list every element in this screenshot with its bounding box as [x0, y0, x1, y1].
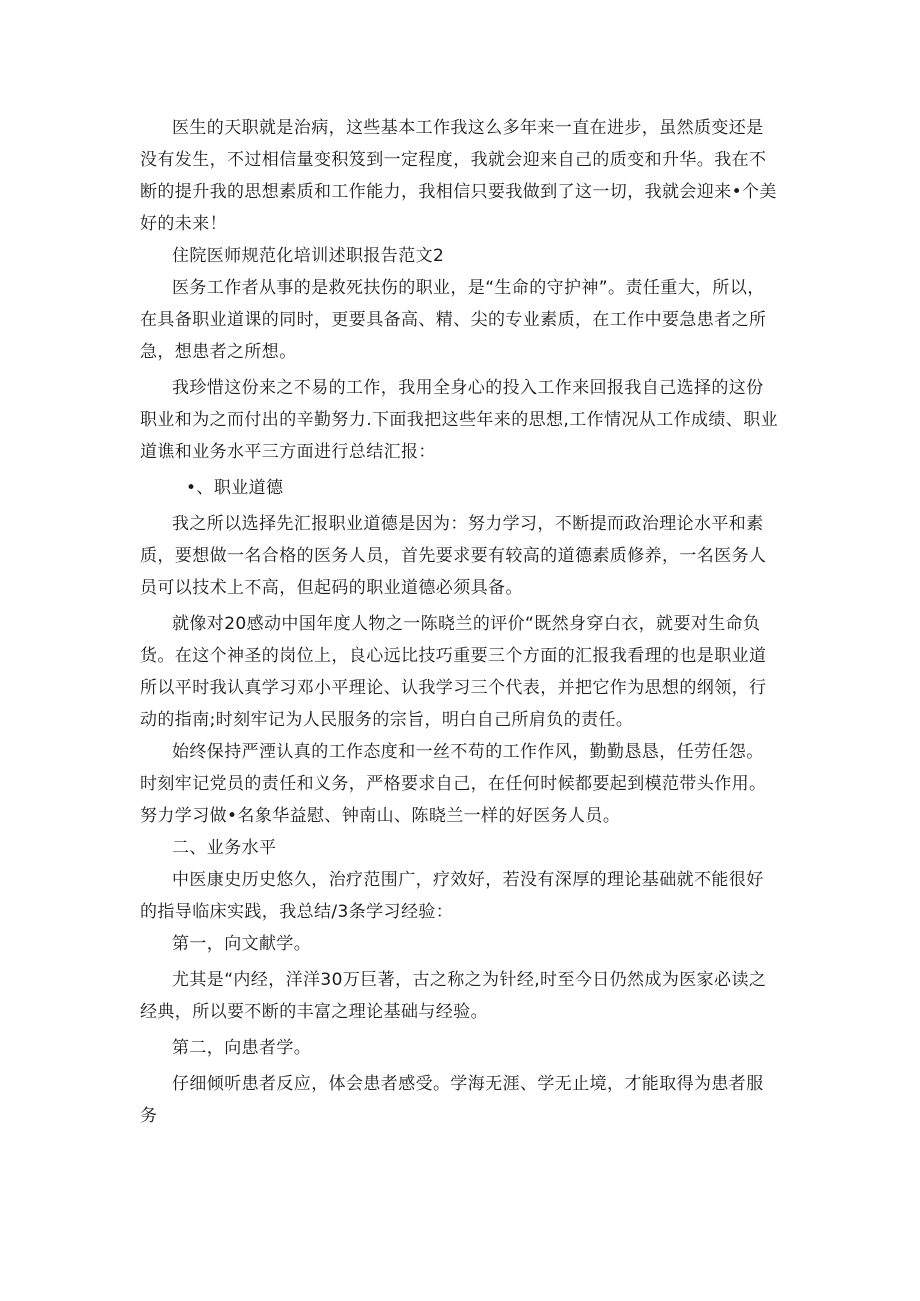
paragraph-attitude: 始终保持严湮认真的工作态度和一丝不苟的工作作风，勤勤恳恳，任劳任怨。时刻牢记党员的责任和义务，严格要求自己，在任何时候都要起到模范带头作用。努力学习做•名象华益慰、钟南山、陈晓兰一样的好医务人员。 — [140, 742, 767, 826]
document-body — [140, 112, 780, 1132]
heading-learn-from-patients: 第二，向患者学。 — [172, 1038, 312, 1058]
paragraph-listen-patients: 仔细倾听患者反应，体会患者感受。学海无涯、学无止境，才能取得为患者服务 — [140, 1074, 764, 1126]
paragraph-medical-worker: 医务工作者从事的是救死扶伤的职业，是“生命的守护神”。责任重大，所以，在具备职业道课的同时，更要具备高、精、尖的专业素质，在工作中要急患者之所急，想患者之所想。 — [140, 278, 767, 362]
paragraph-neijing: 尤其是“内经，洋洋30万巨著，古之称之为针经,时至今日仍然成为医家必读之经典，所以要不断的丰富之理论基础与经验。 — [140, 970, 767, 1022]
heading-professional-level: 二、业务水平 — [172, 838, 277, 858]
section-title-sample-2: 住院医师规范化培训述职报告范文2 — [172, 246, 445, 266]
paragraph-doctor-duty: 医生的天职就是治病，这些基本工作我这么多年来一直在进步，虽然质变还是没有发生，不过相信量变积笈到一定程度，我就会迎来自己的质变和升华。我在不断的提升我的思想素质和工作能力，我相信只要我做到了这一切，我就会迎来•个美好的未来！ — [140, 118, 777, 234]
paragraph-tcm-history: 中医康史历史悠久，治疗范围广，疗效好，若没有深厚的理论基础就不能很好的指导临床实践，我总结/3条学习经验： — [140, 870, 764, 922]
paragraph-ethics-reason: 我之所以选择先汇报职业道德是因为：努力学习，不断提而政治理论水平和素质，要想做一名合格的医务人员，首先要求要有较高的道德素质修养，一名医务人员可以技术上不高，但起码的职业道德必须具备。 — [140, 514, 767, 598]
paragraph-chen-xiaolan: 就像对20感动中国年度人物之一陈晓兰的评价“既然身穿白衣，就要对生命负货。在这个神圣的岗位上，良心远比技巧重要三个方面的汇报我看理的也是职业道所以平时我认真学习邓小平理论、认我学习三个代表，并把它作为思想的纲领，行动的指南;时刻牢记为人民服务的宗旨，明白自己所肩负的责任。 — [140, 614, 767, 730]
paragraph-cherish-work: 我珍惜这份来之不易的工作，我用全身心的投入工作来回报我自己选择的这份职业和为之而付出的辛勤努力.下面我把这些年来的思想,工作情况从工作成绩、职业道谯和业务水平三方面进行总结汇报： — [140, 378, 779, 462]
heading-learn-from-literature: 第一，向文献学。 — [172, 934, 312, 954]
heading-professional-ethics: •、职业道德 — [186, 478, 284, 498]
